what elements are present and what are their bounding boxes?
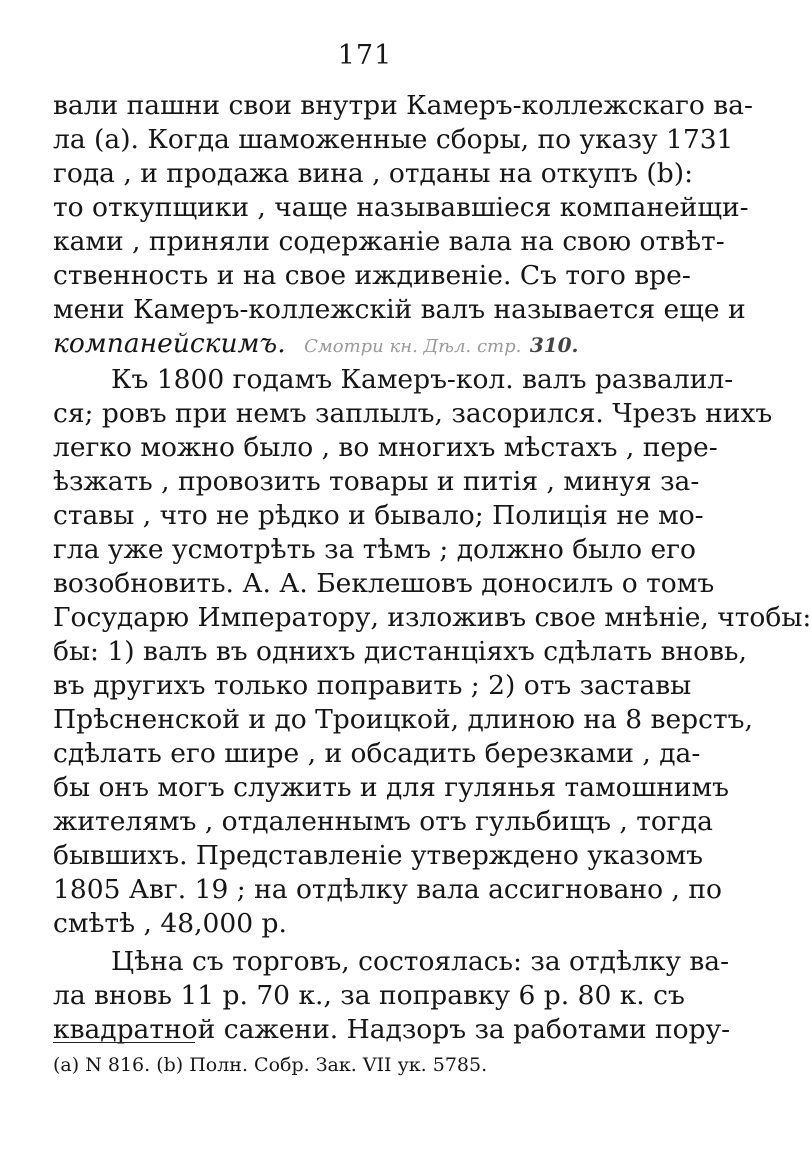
text-line: ѣзжать , провозить товары и питія , минуя за- xyxy=(53,466,700,497)
text-line: легко можно было , во многихъ мѣстахъ , пере- xyxy=(53,432,718,463)
text-line: бывшихъ. Представленіе утверждено указомъ xyxy=(53,840,704,871)
text-line: вали пашни свои внутри Камеръ-коллежскаго ва- xyxy=(53,90,753,121)
text-line: гла уже усмотрѣть за тѣмъ ; должно было его xyxy=(53,534,697,565)
text-line: ставы , что не рѣдко и бывало; Полиція не мо- xyxy=(53,500,704,531)
handwritten-note: Смотри кн. Дѣл. стр. xyxy=(304,336,522,357)
text-line: Государю Императору, изложивъ свое мнѣніе, чтобы: xyxy=(53,602,811,633)
text-line: бы онъ могъ служить и для гулянья тамошнимъ xyxy=(53,772,730,803)
text-line: года , и продажа вина , отданы на откупъ (b): xyxy=(53,158,693,189)
text-line: квадратной сажени. Надзоръ за работами пору- xyxy=(53,1014,731,1045)
text-line xyxy=(53,326,683,362)
text-line: то откупщики , чаще называвшіеся компанейщи- xyxy=(53,192,749,223)
italic-term: компанейскимъ. xyxy=(53,328,286,359)
text-line: 1805 Авг. 19 ; на отдѣлку вала ассигновано , по xyxy=(53,874,722,905)
text-line: Прѣсненской и до Троицкой, длиною на 8 верстъ, xyxy=(53,704,753,735)
text-line: смѣтѣ , 48,000 р. xyxy=(53,908,287,939)
text-line: Цѣна съ торговъ, состоялась: за отдѣлку ва- xyxy=(111,946,730,977)
handwritten-page-ref: 310. xyxy=(529,333,579,357)
footnote: (а) N 816. (b) Полн. Собр. Зак. VII ук. 5785. xyxy=(53,1054,488,1076)
text-line: Къ 1800 годамъ Камеръ-кол. валъ развалил- xyxy=(111,364,734,395)
text-line: сдѣлать его шире , и обсадить березками , да- xyxy=(53,738,701,769)
text-line: бы: 1) валъ въ однихъ дистанціяхъ сдѣлать вновь, xyxy=(53,636,747,667)
text-line: въ другихъ только поправить ; 2) отъ заставы xyxy=(53,670,692,701)
text-line: ками , приняли содержаніе вала на свою отвѣт- xyxy=(53,226,725,257)
text-line: ственность и на свое иждивеніе. Съ того вре- xyxy=(53,260,691,291)
text-line: жителямъ , отдаленнымъ отъ гульбищъ , тогда xyxy=(53,806,713,837)
footnote-divider xyxy=(53,1042,195,1043)
text-line: ся; ровъ при немъ заплылъ, засорился. Чрезъ нихъ xyxy=(53,398,773,429)
text-line: ла (а). Когда шаможенные сборы, по указу 1731 xyxy=(53,124,734,155)
text-line: мени Камеръ-коллежскій валъ называется еще и xyxy=(53,294,746,325)
page-number: 171 xyxy=(337,40,393,71)
text-line: ла вновь 11 р. 70 к., за поправку 6 р. 80 к. съ xyxy=(53,980,685,1011)
text-line: возобновить. А. А. Беклешовъ доносилъ о томъ xyxy=(53,568,715,599)
